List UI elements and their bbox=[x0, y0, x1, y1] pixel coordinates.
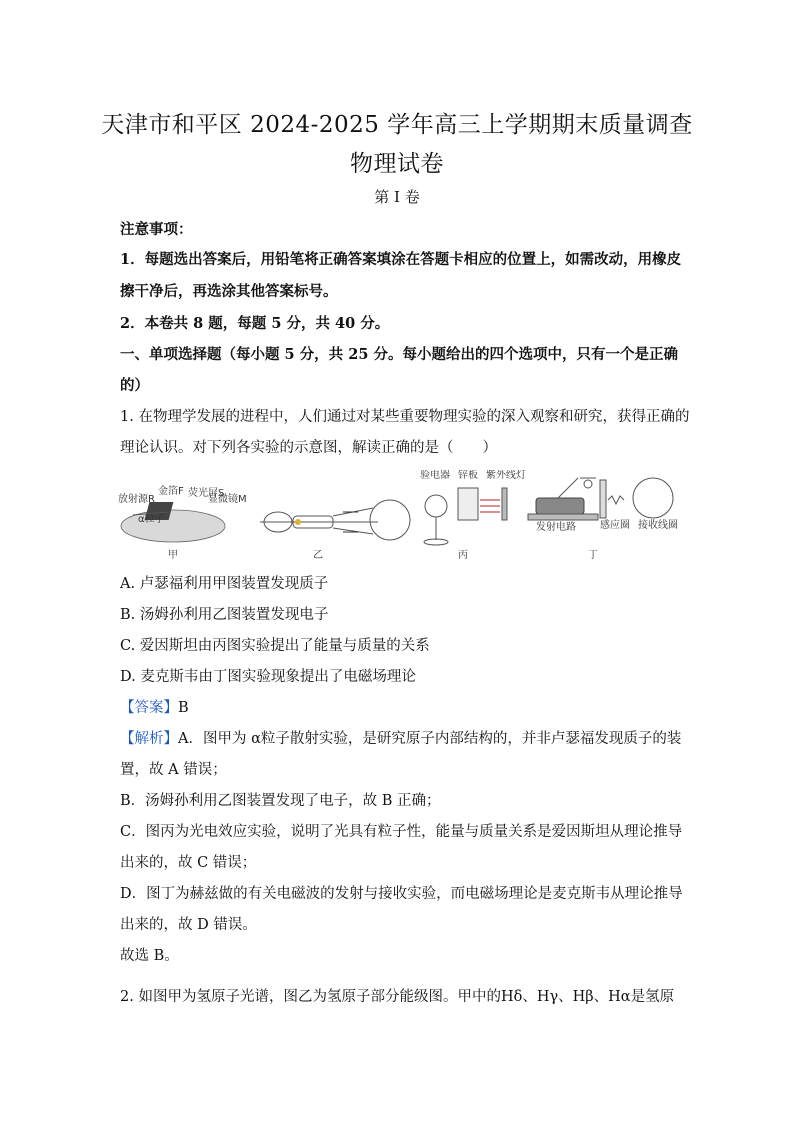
jia-scope-label: 显微镜M bbox=[208, 494, 247, 505]
jia-source-label: 放射源R bbox=[118, 494, 155, 505]
option-b: B. 汤姆孙利用乙图装置发现电子 bbox=[120, 607, 329, 623]
question-1-stem: 1. 在物理学发展的进程中，人们通过对某些重要物理实验的深入观察和研究，获得正确的 bbox=[120, 409, 690, 425]
answer-tag: 【答案】 bbox=[120, 700, 178, 716]
jia-alpha-label: α粒子 bbox=[138, 514, 165, 525]
figure-label-jia: 甲 bbox=[168, 550, 178, 561]
option-c: C. 爱因斯坦由丙图实验提出了能量与质量的关系 bbox=[120, 638, 430, 654]
ding-circuit-label: 发射电路 bbox=[536, 522, 576, 533]
figure-label-bing: 丙 bbox=[458, 550, 468, 561]
part-heading-cont: 的） bbox=[120, 377, 149, 394]
figure-yi bbox=[260, 500, 410, 561]
jia-foil-label: 金箔F bbox=[158, 486, 184, 497]
analysis-line-1 bbox=[120, 727, 680, 748]
analysis-line-3: B．汤姆孙利用乙图装置发现了电子，故 B 正确； bbox=[120, 793, 441, 809]
figure-ding bbox=[528, 478, 678, 561]
option-a: A. 卢瑟福利用甲图装置发现质子 bbox=[120, 576, 329, 592]
bing-electroscope-label: 验电器 bbox=[420, 470, 450, 481]
figure-jia bbox=[118, 484, 247, 561]
bing-plate-label: 锌板 bbox=[458, 470, 478, 481]
figure-label-yi: 乙 bbox=[313, 550, 323, 561]
analysis-line-6: D．图丁为赫兹做的有关电磁波的发射与接收实验，而电磁场理论是麦克斯韦从理论推导 bbox=[120, 886, 683, 902]
notice-item-1: 1．每题选出答案后，用铅笔将正确答案填涂在答题卡相应的位置上，如需改动，用橡皮 bbox=[120, 251, 682, 268]
exam-title: 天津市和平区 2024-2025 学年高三上学期期末质量调查 bbox=[101, 112, 693, 138]
analysis-line-5: 出来的，故 C 错误； bbox=[120, 855, 257, 871]
notice-item-2: 2．本卷共 8 题，每题 5 分，共 40 分。 bbox=[120, 315, 390, 332]
ding-receiver-label: 接收线圈 bbox=[638, 520, 678, 531]
analysis-line-4: C．图丙为光电效应实验，说明了光具有粒子性，能量与质量关系是爱因斯坦从理论推导 bbox=[120, 824, 683, 840]
analysis-conclusion: 故选 B。 bbox=[120, 948, 179, 964]
answer-line bbox=[120, 696, 680, 717]
answer-value: B bbox=[178, 700, 189, 716]
figure-label-ding: 丁 bbox=[588, 550, 598, 561]
exam-subject: 物理试卷 bbox=[350, 151, 444, 177]
part-heading: 一、单项选择题（每小题 5 分，共 25 分。每小题给出的四个选项中，只有一个是正确 bbox=[120, 346, 678, 363]
experiment-figures bbox=[118, 470, 678, 562]
analysis-line-7: 出来的，故 D 错误。 bbox=[120, 917, 257, 933]
question-2-stem: 2. 如图甲为氢原子光谱，图乙为氢原子部分能级图。甲中的Hδ、Hγ、Hβ、Hα是氢原 bbox=[120, 989, 675, 1005]
analysis-text: A．图甲为 α粒子散射实验，是研究原子内部结构的，并非卢瑟福发现质子的装 bbox=[178, 731, 682, 747]
option-d: D. 麦克斯韦由丁图实验现象提出了电磁场理论 bbox=[120, 669, 416, 685]
notice-heading: 注意事项： bbox=[120, 221, 193, 238]
section-label: 第 I 卷 bbox=[374, 188, 420, 206]
ding-coil-label: 感应圈 bbox=[600, 520, 630, 531]
analysis-tag: 【解析】 bbox=[120, 731, 178, 747]
bing-uv-label: 紫外线灯 bbox=[486, 470, 526, 481]
analysis-line-2: 置，故 A 错误； bbox=[120, 762, 227, 778]
jia-screen-label: 荧光屏S bbox=[188, 488, 225, 499]
figure-bing bbox=[420, 470, 526, 561]
question-1-stem-cont: 理论认识。对下列各实验的示意图，解读正确的是（ ） bbox=[120, 440, 497, 456]
notice-item-1-cont: 擦干净后，再选涂其他答案标号。 bbox=[120, 283, 338, 300]
